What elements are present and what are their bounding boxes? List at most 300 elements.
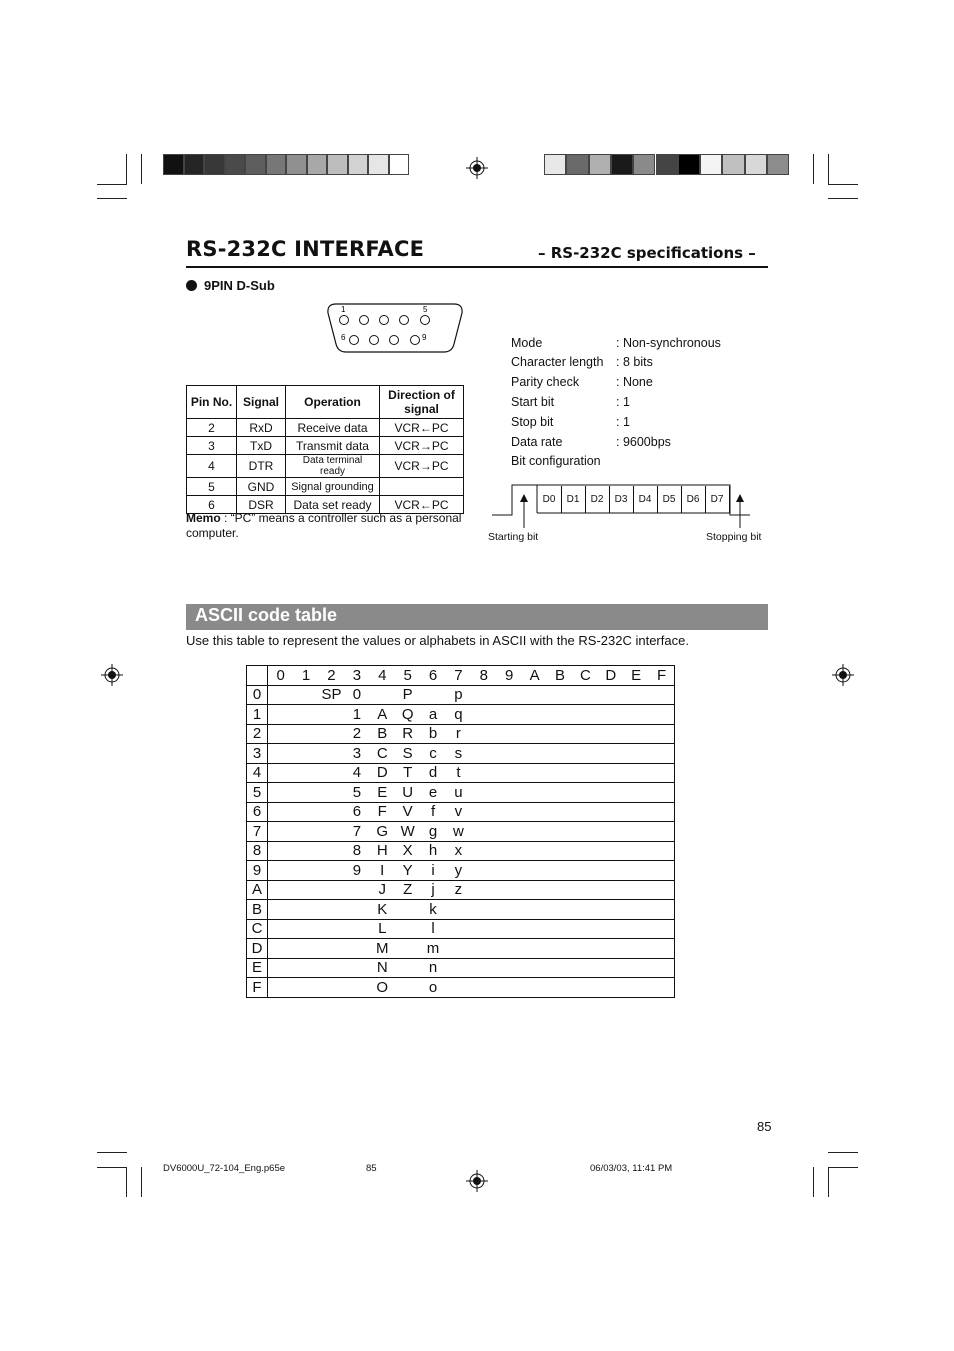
color-swatch [348,154,369,175]
ascii-cell [623,705,648,725]
bit-d4: D4 [633,486,658,513]
ascii-column-header: D [598,666,623,686]
pin-5-label: 5 [423,305,428,314]
ascii-cell [293,822,318,842]
ascii-cell [471,900,496,920]
color-swatch [745,154,767,175]
ascii-cell [268,685,294,705]
ascii-cell [598,861,623,881]
ascii-cell [649,861,675,881]
ascii-cell: N [370,958,395,978]
bit-d3: D3 [609,486,634,513]
registration-mark-icon [101,664,123,686]
ascii-cell: k [420,900,445,920]
ascii-cell [344,958,369,978]
ascii-cell [497,822,522,842]
ascii-cell [268,958,294,978]
ascii-cell [293,958,318,978]
ascii-cell [649,822,675,842]
ascii-cell [471,939,496,959]
ascii-cell [522,822,547,842]
ascii-cell [344,919,369,939]
ascii-cell [623,900,648,920]
ascii-row [247,783,675,803]
ascii-row-header: C [247,919,268,939]
ascii-cell [293,705,318,725]
ascii-cell [293,919,318,939]
ascii-cell [623,978,648,998]
ascii-row [247,861,675,881]
ascii-cell [471,919,496,939]
color-swatch [204,154,225,175]
column-header: Signal [237,386,286,419]
ascii-cell [522,861,547,881]
ascii-cell [547,685,572,705]
ascii-cell [420,685,445,705]
ascii-cell [547,783,572,803]
ascii-cell [522,763,547,783]
ascii-cell [293,939,318,959]
ascii-cell [497,783,522,803]
spec-label: Mode [511,336,543,350]
ascii-cell [471,783,496,803]
ascii-cell [395,919,420,939]
ascii-cell [293,685,318,705]
ascii-cell: w [446,822,471,842]
spec-label: Parity check [511,375,580,389]
ascii-cell [497,958,522,978]
column-header: Pin No. [187,386,237,419]
ascii-cell [598,880,623,900]
ascii-cell [598,724,623,744]
ascii-cell: i [420,861,445,881]
ascii-cell [598,900,623,920]
spec-value: : 8 bits [616,355,653,369]
ascii-column-header: 5 [395,666,420,686]
page-number: 85 [757,1119,772,1134]
ascii-row [247,958,675,978]
ascii-cell: 1 [344,705,369,725]
ascii-cell [623,939,648,959]
ascii-row-header: 0 [247,685,268,705]
ascii-cell [573,705,598,725]
bit-d2: D2 [585,486,610,513]
ascii-row [247,978,675,998]
ascii-cell [395,978,420,998]
ascii-cell [649,939,675,959]
ascii-row-header: 1 [247,705,268,725]
ascii-cell: v [446,802,471,822]
ascii-cell [649,880,675,900]
ascii-cell [573,958,598,978]
ascii-cell [293,783,318,803]
ascii-cell [319,861,344,881]
ascii-column-header: 7 [446,666,471,686]
ascii-cell: q [446,705,471,725]
ascii-cell [446,919,471,939]
color-swatch [286,154,307,175]
bullet-icon [186,280,197,291]
pin-cell: 6 [187,496,237,514]
ascii-column-header: 0 [268,666,294,686]
ascii-cell [471,861,496,881]
ascii-cell [293,724,318,744]
pin-1-label: 1 [341,305,346,314]
ascii-cell: g [420,822,445,842]
ascii-cell: C [370,744,395,764]
pin-6-label: 6 [341,333,346,342]
ascii-cell [522,802,547,822]
spec-label: Start bit [511,395,555,409]
ascii-cell [471,763,496,783]
ascii-cell [623,802,648,822]
operation-cell: Signal grounding [286,478,380,496]
ascii-cell [319,822,344,842]
table-header-row [187,386,464,419]
operation-cell: Data set ready [286,496,380,514]
spec-value: : 9600bps [616,435,671,449]
ascii-cell [268,939,294,959]
ascii-cell [293,744,318,764]
ascii-cell: e [420,783,445,803]
ascii-cell: y [446,861,471,881]
corner-cell [247,666,268,686]
ascii-cell [547,802,572,822]
color-swatch [611,154,633,175]
bit-d1: D1 [561,486,586,513]
ascii-cell [268,763,294,783]
color-swatch [307,154,328,175]
ascii-cell: 7 [344,822,369,842]
ascii-cell: c [420,744,445,764]
ascii-cell [623,744,648,764]
ascii-section-heading: ASCII code table [186,604,768,630]
ascii-cell [547,763,572,783]
ascii-cell [649,900,675,920]
ascii-cell: A [370,705,395,725]
ascii-column-header: C [573,666,598,686]
ascii-cell [547,900,572,920]
ascii-cell: d [420,763,445,783]
color-swatch [767,154,789,175]
ascii-cell [497,880,522,900]
ascii-cell: f [420,802,445,822]
ascii-cell [497,919,522,939]
ascii-row [247,705,675,725]
ascii-row-header: 6 [247,802,268,822]
spec-value: : None [616,375,653,389]
ascii-code-table [246,665,675,998]
ascii-cell [573,978,598,998]
table-row [187,419,464,437]
ascii-cell: 0 [344,685,369,705]
ascii-row [247,724,675,744]
footer-date: 06/03/03, 11:41 PM [590,1163,673,1174]
ascii-cell: K [370,900,395,920]
ascii-cell: Z [395,880,420,900]
stopping-bit-label: Stopping bit [706,531,762,543]
ascii-cell [319,802,344,822]
ascii-cell [547,822,572,842]
ascii-cell [497,861,522,881]
signal-cell: RxD [237,419,286,437]
ascii-cell [471,685,496,705]
ascii-cell [471,822,496,842]
ascii-cell [268,841,294,861]
ascii-cell: h [420,841,445,861]
ascii-cell: 6 [344,802,369,822]
ascii-cell [319,783,344,803]
bit-d5: D5 [657,486,682,513]
ascii-cell [573,783,598,803]
ascii-cell [268,705,294,725]
ascii-cell [497,724,522,744]
ascii-row [247,841,675,861]
color-swatch [589,154,611,175]
ascii-cell [623,841,648,861]
ascii-cell [319,705,344,725]
ascii-cell [497,939,522,959]
color-swatch [678,154,700,175]
footer-page: 85 [366,1163,377,1174]
ascii-cell: V [395,802,420,822]
ascii-cell [573,919,598,939]
ascii-cell [522,919,547,939]
operation-cell: Data terminal ready [286,455,380,478]
ascii-cell [649,841,675,861]
ascii-column-header: 3 [344,666,369,686]
ascii-row-header: 9 [247,861,268,881]
bit-d7: D7 [705,486,730,513]
pin-cell: 3 [187,437,237,455]
ascii-cell [319,744,344,764]
ascii-cell [649,919,675,939]
ascii-cell [293,978,318,998]
ascii-cell [344,900,369,920]
ascii-cell [547,880,572,900]
ascii-cell [293,763,318,783]
ascii-cell [268,900,294,920]
ascii-row [247,880,675,900]
ascii-cell [598,802,623,822]
title-rule [186,266,768,268]
registration-mark-icon [466,1170,488,1192]
ascii-column-header: 8 [471,666,496,686]
registration-mark-icon [832,664,854,686]
direction-cell: VCR→PC [380,437,464,455]
color-swatch [700,154,722,175]
ascii-cell [573,744,598,764]
signal-cell: GND [237,478,286,496]
ascii-cell [268,861,294,881]
ascii-cell [497,978,522,998]
ascii-cell [497,685,522,705]
signal-cell: TxD [237,437,286,455]
ascii-cell [547,705,572,725]
spec-label: Character length [511,355,604,369]
ascii-column-header: F [649,666,675,686]
ascii-cell: L [370,919,395,939]
color-swatch [566,154,588,175]
ascii-row [247,900,675,920]
ascii-cell [471,958,496,978]
color-swatch [368,154,389,175]
ascii-cell [446,939,471,959]
ascii-row [247,685,675,705]
ascii-cell [522,978,547,998]
ascii-cell [446,900,471,920]
ascii-cell [344,939,369,959]
color-swatch [225,154,246,175]
ascii-cell [268,880,294,900]
ascii-row-header: 5 [247,783,268,803]
ascii-cell: E [370,783,395,803]
ascii-cell [497,841,522,861]
dsub-connector-diagram [326,300,466,356]
ascii-cell: D [370,763,395,783]
connector-label: 9PIN D-Sub [186,278,275,293]
ascii-row-header: F [247,978,268,998]
ascii-cell [547,724,572,744]
ascii-cell [598,978,623,998]
ascii-cell: r [446,724,471,744]
ascii-cell: o [420,978,445,998]
ascii-cell [598,939,623,959]
ascii-row [247,744,675,764]
signal-cell: DSR [237,496,286,514]
ascii-cell [598,685,623,705]
ascii-cell: F [370,802,395,822]
ascii-cell [649,763,675,783]
ascii-cell: 8 [344,841,369,861]
ascii-cell [573,802,598,822]
ascii-row-header: A [247,880,268,900]
color-swatch [327,154,348,175]
ascii-cell [623,685,648,705]
ascii-cell [623,861,648,881]
ascii-cell [471,802,496,822]
ascii-row-header: 7 [247,822,268,842]
color-swatch [544,154,566,175]
ascii-cell [268,978,294,998]
ascii-cell: SP [319,685,344,705]
spec-value: : 1 [616,395,630,409]
ascii-cell [446,958,471,978]
pin-assignment-table [186,385,464,514]
ascii-cell: O [370,978,395,998]
ascii-cell [268,724,294,744]
ascii-cell: H [370,841,395,861]
color-swatch [633,154,655,175]
ascii-cell [649,958,675,978]
ascii-cell [522,744,547,764]
ascii-cell: a [420,705,445,725]
ascii-cell [395,958,420,978]
ascii-cell [446,978,471,998]
ascii-cell [623,958,648,978]
ascii-cell [623,783,648,803]
pin-cell: 5 [187,478,237,496]
ascii-cell [573,880,598,900]
ascii-cell: m [420,939,445,959]
ascii-cell [598,919,623,939]
ascii-column-header: 2 [319,666,344,686]
ascii-column-header: 1 [293,666,318,686]
ascii-cell [471,724,496,744]
memo-note: Memo : “PC” means a controller such as a personal computer. [186,511,462,540]
ascii-cell [649,744,675,764]
ascii-cell [623,880,648,900]
ascii-cell [547,744,572,764]
ascii-cell [547,841,572,861]
color-swatch [389,154,410,175]
pin-9-label: 9 [422,333,427,342]
ascii-row-header: E [247,958,268,978]
direction-cell: VCR←PC [380,496,464,514]
ascii-cell [649,724,675,744]
ascii-column-header: A [522,666,547,686]
ascii-cell [497,744,522,764]
ascii-cell [344,880,369,900]
ascii-row-header: 8 [247,841,268,861]
ascii-cell [573,763,598,783]
signal-cell: DTR [237,455,286,478]
ascii-cell [522,958,547,978]
section-subtitle: – RS-232C specifications – [538,244,756,262]
pin-cell: 4 [187,455,237,478]
spec-label: Stop bit [511,415,554,429]
ascii-cell: 3 [344,744,369,764]
ascii-cell [319,724,344,744]
ascii-header-row [247,666,675,686]
ascii-cell [573,841,598,861]
ascii-cell: U [395,783,420,803]
ascii-cell [623,822,648,842]
ascii-cell: z [446,880,471,900]
ascii-cell [649,802,675,822]
ascii-cell [547,919,572,939]
ascii-cell [598,705,623,725]
bit-d6: D6 [681,486,706,513]
ascii-cell [522,880,547,900]
color-swatch [722,154,744,175]
ascii-cell [319,880,344,900]
ascii-cell [598,822,623,842]
ascii-column-header: B [547,666,572,686]
ascii-cell [598,763,623,783]
ascii-column-header: 9 [497,666,522,686]
ascii-cell: I [370,861,395,881]
ascii-cell [344,978,369,998]
ascii-cell: t [446,763,471,783]
ascii-cell [268,744,294,764]
ascii-row [247,822,675,842]
ascii-cell [395,900,420,920]
ascii-cell [547,861,572,881]
ascii-cell: W [395,822,420,842]
ascii-cell: j [420,880,445,900]
ascii-cell [573,822,598,842]
ascii-cell [471,705,496,725]
footer-filename: DV6000U_72-104_Eng.p65e [163,1163,286,1174]
ascii-cell [573,900,598,920]
ascii-cell [319,958,344,978]
ascii-cell [471,880,496,900]
color-swatch [184,154,205,175]
ascii-cell: s [446,744,471,764]
ascii-column-header: 4 [370,666,395,686]
ascii-cell [522,705,547,725]
